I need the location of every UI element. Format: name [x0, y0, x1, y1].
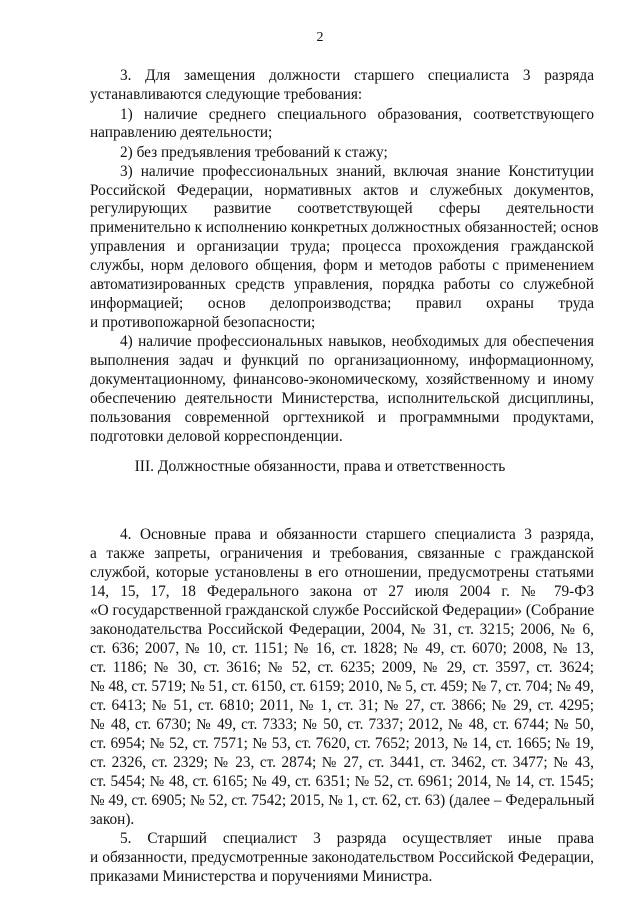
paragraph-line: законодательства Российской Федерации, 2004, № 31, ст. 3215; 2006, № 6,	[90, 621, 594, 638]
paragraph-line: 4. Основные права и обязанности старшего специалиста 3 разряда,	[120, 526, 594, 543]
paragraph-line: подготовки деловой корреспонденции.	[90, 428, 343, 445]
paragraph-line: № 48, ст. 5719; № 51, ст. 6150, ст. 6159; 2010, № 5, ст. 459; № 7, ст. 704; № 49,	[90, 678, 594, 695]
paragraph-line: 3) наличие профессиональных знаний, включая знание Конституции	[120, 163, 594, 180]
section-heading: III. Должностные обязанности, права и ответственность	[134, 458, 506, 475]
paragraph-line: службой, которые установлены в его отношении, предусмотрены статьями	[90, 564, 594, 581]
paragraph-line: службы, норм делового общения, форм и методов работы с применением	[90, 257, 594, 274]
paragraph-line: приказами Министерства и поручениями Министра.	[90, 868, 433, 885]
paragraph-line: 2) без предъявления требований к стажу;	[120, 144, 388, 161]
paragraph-line: 5. Старший специалист 3 разряда осуществляет иные права	[120, 830, 594, 847]
paragraph-line: ст. 6954; № 52, ст. 7571; № 53, ст. 7620, ст. 7652; 2013, № 14, ст. 1665; № 19,	[90, 735, 594, 752]
paragraph-line: и обязанности, предусмотренные законодательством Российской Федерации,	[90, 849, 594, 866]
paragraph-line: обеспечению деятельности Министерства, исполнительской дисциплины,	[90, 390, 594, 407]
paragraph-line: 3. Для замещения должности старшего специалиста 3 разряда	[120, 67, 594, 84]
paragraph-line: «О государственной гражданской службе Российской Федерации» (Собрание	[90, 602, 595, 619]
paragraph-line: документационному, финансово-экономическому, хозяйственному и иному	[90, 371, 594, 388]
paragraph-line: направлению деятельности;	[90, 124, 273, 141]
paragraph-line: применительно к исполнению конкретных должностных обязанностей; основ	[90, 219, 599, 236]
paragraph-line: № 49, ст. 6905; № 52, ст. 7542; 2015, № 1, ст. 62, ст. 63) (далее – Федеральный	[90, 792, 595, 809]
paragraph-line: 1) наличие среднего специального образования, соответствующего	[120, 106, 594, 123]
paragraph-line: информацией; основ делопроизводства; правил охраны труда	[90, 295, 594, 312]
paragraph-line: Российской Федерации, нормативных актов и служебных документов,	[90, 182, 594, 199]
paragraph-line: управления и организации труда; процесса прохождения гражданской	[90, 238, 594, 255]
paragraph-line: устанавливаются следующие требования:	[90, 86, 363, 103]
paragraph-line: ст. 1186; № 30, ст. 3616; № 52, ст. 6235; 2009, № 29, ст. 3597, ст. 3624;	[90, 659, 594, 676]
paragraph-line: регулирующих развитие соответствующей сферы деятельности	[90, 200, 594, 217]
paragraph-line: ст. 5454; № 48, ст. 6165; № 49, ст. 6351; № 52, ст. 6961; 2014, № 14, ст. 1545;	[90, 773, 594, 790]
paragraph-line: № 48, ст. 6730; № 49, ст. 7333; № 50, ст. 7337; 2012, № 48, ст. 6744; № 50,	[90, 716, 594, 733]
paragraph-line: закон).	[90, 811, 135, 828]
paragraph-line: пользования современной оргтехникой и программными продуктами,	[90, 409, 594, 426]
paragraph-line: автоматизированных средств управления, порядка работы со служебной	[90, 276, 594, 293]
paragraph-line: и противопожарной безопасности;	[90, 314, 316, 331]
paragraph-line: 14, 15, 17, 18 Федерального закона от 27 июля 2004 г. № 79-ФЗ	[90, 583, 594, 600]
paragraph-line: 4) наличие профессиональных навыков, необходимых для обеспечения	[120, 333, 594, 350]
paragraph-line: выполнения задач и функций по организационному, информационному,	[90, 352, 594, 369]
paragraph-line: ст. 636; 2007, № 10, ст. 1151; № 16, ст. 1828; № 49, ст. 6070; 2008, № 13,	[90, 640, 594, 657]
paragraph-line: а также запреты, ограничения и требования, связанные с гражданской	[90, 545, 594, 562]
paragraph-line: ст. 6413; № 51, ст. 6810; 2011, № 1, ст. 31; № 27, ст. 3866; № 29, ст. 4295;	[90, 697, 594, 714]
page-number: 2	[316, 30, 324, 45]
paragraph-line: ст. 2326, ст. 2329; № 23, ст. 2874; № 27, ст. 3441, ст. 3462, ст. 3477; № 43,	[90, 754, 594, 771]
